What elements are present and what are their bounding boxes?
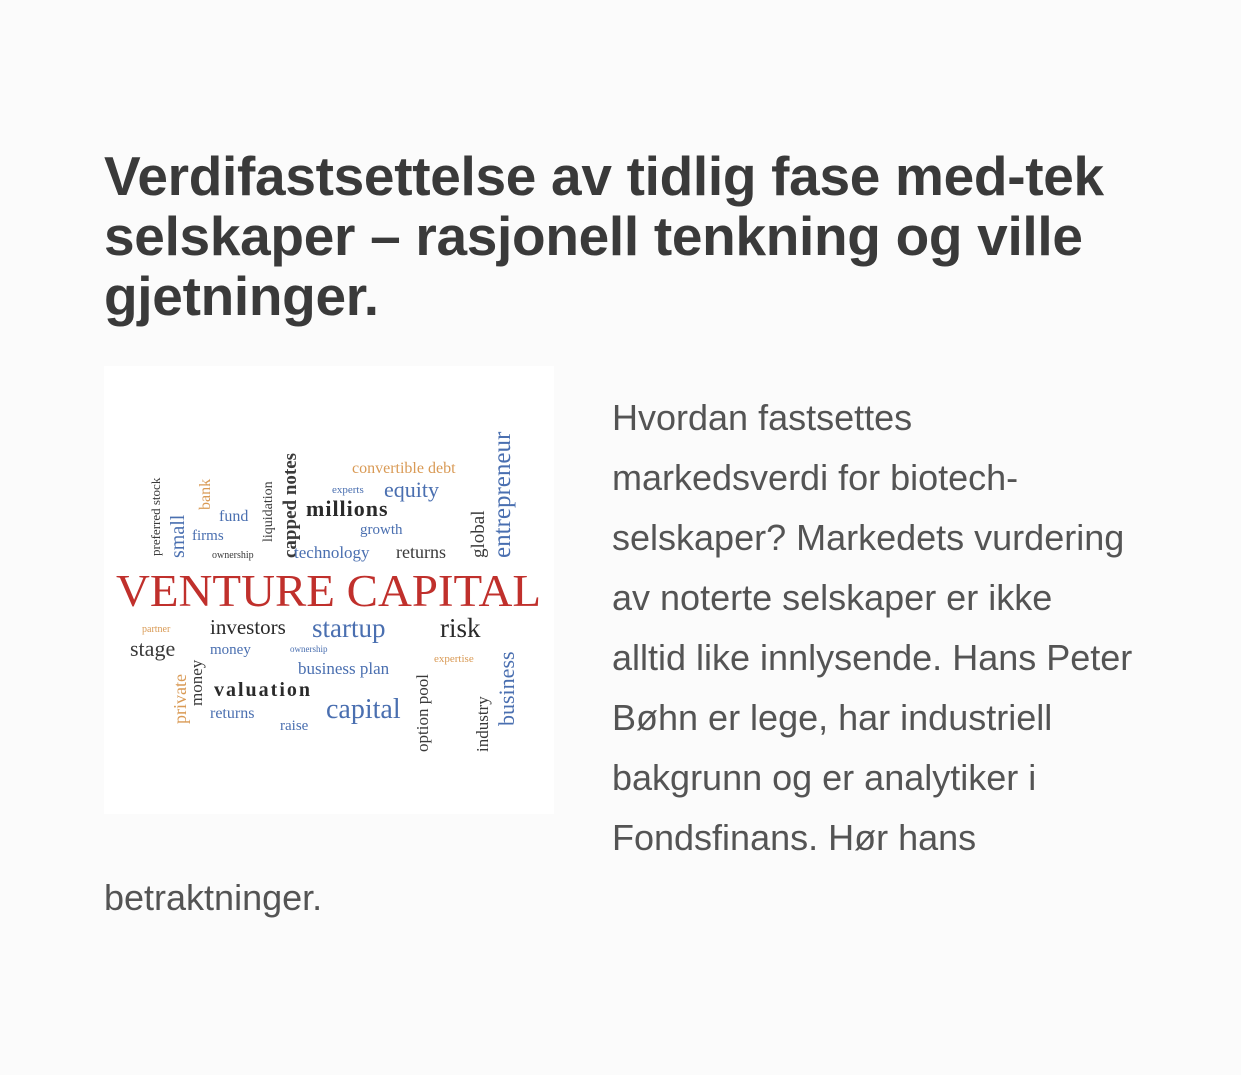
word-option-pool: option pool bbox=[413, 674, 432, 752]
word-expertise: expertise bbox=[434, 653, 474, 665]
article-summary: Hvordan fastsettes markedsverdi for biotech-selskaper? Markedets vurdering av noterte selskaper er ikke alltid like innlysende. Hans Peter Bøhn er lege, har industriell bakgrunn og er analytiker i Fondsfinans. Hør hans betraktninger. bbox=[104, 397, 1133, 918]
word-bank: bank bbox=[197, 478, 214, 510]
word-returns-bottom: returns bbox=[210, 705, 255, 722]
word-partner: partner bbox=[142, 624, 171, 635]
word-capital: capital bbox=[326, 694, 401, 725]
word-investors: investors bbox=[210, 615, 286, 639]
word-startup: startup bbox=[312, 613, 386, 643]
word-cloud-svg bbox=[104, 366, 554, 814]
word-ownership-small: ownership bbox=[290, 644, 328, 654]
word-raise: raise bbox=[280, 718, 309, 734]
word-liquidation: liquidation bbox=[261, 481, 276, 542]
word-valuation: valuation bbox=[214, 679, 313, 701]
word-growth: growth bbox=[360, 522, 403, 538]
word-entrepreneur: entrepreneur bbox=[489, 431, 516, 558]
word-industry: industry bbox=[473, 696, 492, 752]
article-title: Verdifastsettelse av tidlig fase med-tek selskaper – rasjonell tenkning og ville gjetninger. bbox=[104, 145, 1104, 327]
word-capped-notes: capped notes bbox=[280, 452, 301, 558]
article-body bbox=[104, 388, 1134, 928]
venture-capital-word-cloud-image bbox=[104, 366, 554, 814]
venture-capital-headline: VENTURE CAPITAL bbox=[116, 566, 541, 616]
word-business-plan: business plan bbox=[298, 659, 390, 678]
word-firms: firms bbox=[192, 528, 224, 544]
word-ownership: ownership bbox=[212, 550, 254, 561]
word-global: global bbox=[468, 510, 489, 558]
word-small: small bbox=[167, 514, 189, 558]
word-millions: millions bbox=[306, 496, 389, 521]
word-fund: fund bbox=[219, 508, 249, 525]
word-money: money bbox=[210, 642, 251, 658]
word-private: private bbox=[170, 674, 190, 724]
word-preferred-stock: preferred stock bbox=[148, 477, 163, 556]
word-experts: experts bbox=[332, 484, 364, 496]
word-equity: equity bbox=[384, 477, 439, 502]
word-business: business bbox=[494, 651, 519, 726]
word-convertible-debt: convertible debt bbox=[352, 460, 456, 477]
word-returns-top: returns bbox=[396, 542, 446, 562]
article bbox=[104, 146, 1134, 928]
word-risk: risk bbox=[440, 613, 481, 643]
word-money-vertical: money bbox=[187, 659, 206, 706]
word-technology: technology bbox=[294, 543, 370, 562]
word-stage: stage bbox=[130, 636, 176, 661]
